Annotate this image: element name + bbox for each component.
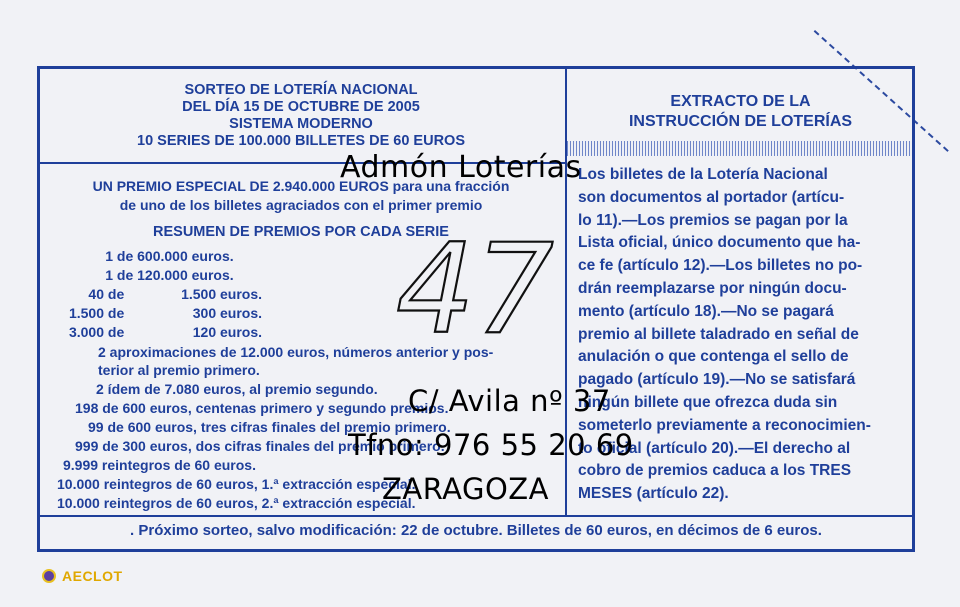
prize-row	[96, 247, 234, 265]
aeclot-logo	[42, 568, 123, 584]
special-prize-line: de uno de los billetes agraciados con el primer premio	[119, 197, 483, 213]
stamp-number-outline	[390, 232, 570, 342]
prize-de: de	[107, 305, 125, 321]
extract-header-line: INSTRUCCIÓN DE LOTERÍAS	[628, 113, 853, 130]
hatched-band	[567, 141, 912, 156]
prize-amount: 600.000	[137, 248, 188, 264]
instruction-line: Los billetes de la Lotería Nacional	[578, 166, 828, 183]
instruction-line: mento (artículo 18).—No se pagará	[578, 302, 834, 320]
prize-unit: euros.	[220, 286, 263, 302]
prize-qty: 1	[105, 267, 113, 283]
instruction-line: Lista oficial, único documento que ha-	[578, 234, 861, 252]
instruction-line: someterlo previamente a reconocimien-	[578, 416, 871, 434]
draw-header-line: SISTEMA MODERNO	[229, 116, 373, 132]
aeclot-wordmark: AECLOT	[62, 568, 123, 584]
next-draw-footer: . Próximo sorteo, salvo modificación: 22 de octubre. Billetes de 60 euros, en décimos de 6 euros.	[130, 522, 822, 539]
prize-de: de	[107, 324, 125, 340]
prize-text: 10.000 reintegros de 60 euros, 1.ª extracción especial.	[57, 476, 416, 492]
prize-text: terior al premio primero.	[98, 362, 260, 378]
instruction-line: to oficial (artículo 20).—El derecho al	[578, 439, 851, 457]
draw-header	[40, 82, 562, 150]
aeclot-emblem-icon	[42, 569, 56, 583]
prize-amount: 300	[192, 305, 217, 321]
stamp-city: ZARAGOZA	[382, 472, 550, 506]
special-prize-line: UN PREMIO ESPECIAL DE 2.940.000 EUROS para una fracción	[92, 178, 510, 194]
extract-header-line: EXTRACTO DE LA	[670, 93, 811, 110]
footer-divider	[37, 515, 915, 517]
prize-qty: 40	[88, 286, 104, 302]
prize-amount: 120	[192, 324, 217, 340]
prize-row	[96, 266, 234, 284]
prize-row	[64, 323, 262, 341]
instruction-line: premio al billete taladrado en señal de	[578, 325, 859, 343]
instruction-line: ce fe (artículo 12).—Los billetes no po-	[578, 257, 863, 275]
stamp-admin-name: Admón Loterías	[340, 150, 582, 185]
prize-qty: 1	[105, 248, 113, 264]
prize-text: 999 de 300 euros, dos cifras finales del premio primero.	[75, 438, 445, 454]
prize-unit: euros.	[191, 267, 234, 283]
extract-header	[568, 92, 913, 132]
stamp-number: 47	[396, 232, 554, 342]
prize-text: 2 ídem de 7.080 euros, al premio segundo.	[96, 381, 378, 397]
prize-amount: 1.500	[181, 286, 217, 302]
prize-row	[64, 304, 262, 322]
prize-row	[88, 285, 262, 303]
instruction-line: lo 11).—Los premios se pagan por la	[578, 211, 848, 229]
prize-de: de	[116, 267, 134, 283]
draw-header-line: 10 SERIES DE 100.000 BILLETES DE 60 EUROS	[137, 133, 465, 149]
prize-text: 10.000 reintegros de 60 euros, 2.ª extracción especial.	[57, 495, 416, 511]
prize-unit: euros.	[191, 248, 234, 264]
prize-summary-title: RESUMEN DE PREMIOS POR CADA SERIE	[153, 224, 449, 240]
draw-header-line: DEL DÍA 15 DE OCTUBRE DE 2005	[182, 99, 420, 115]
instruction-line: ningún billete que ofrezca duda sin	[578, 393, 838, 411]
instruction-line: son documentos al portador (artícu-	[578, 188, 845, 206]
stamp-phone: Tfno: 976 55 20 69	[348, 428, 634, 462]
prize-text: 9.999 reintegros de 60 euros.	[63, 457, 256, 473]
instruction-line: pagado (artículo 19).—No se satisfará	[578, 371, 856, 389]
instruction-line: drán reemplazarse por ningún docu-	[578, 279, 847, 297]
prize-unit: euros.	[220, 305, 263, 321]
prize-text: 99 de 600 euros, tres cifras finales del premio primero.	[88, 419, 451, 435]
prize-text: 198 de 600 euros, centenas primero y segundo premios.	[75, 400, 449, 416]
instruction-line: anulación o que contenga el sello de	[578, 348, 849, 366]
instruction-line: MESES (artículo 22).	[578, 485, 729, 503]
prize-de: de	[107, 286, 125, 302]
prize-amount: 120.000	[137, 267, 188, 283]
prize-text: 2 aproximaciones de 12.000 euros, números anterior y pos-	[98, 344, 494, 360]
prize-qty: 1.500	[68, 305, 104, 321]
prize-qty: 3.000	[68, 324, 104, 340]
prize-de: de	[116, 248, 134, 264]
stamp-address: C/ Avila nº 37	[408, 384, 611, 418]
instruction-line: cobro de premios caduca a los TRES	[578, 462, 852, 480]
draw-header-line: SORTEO DE LOTERÍA NACIONAL	[184, 82, 418, 98]
prize-unit: euros.	[220, 324, 263, 340]
